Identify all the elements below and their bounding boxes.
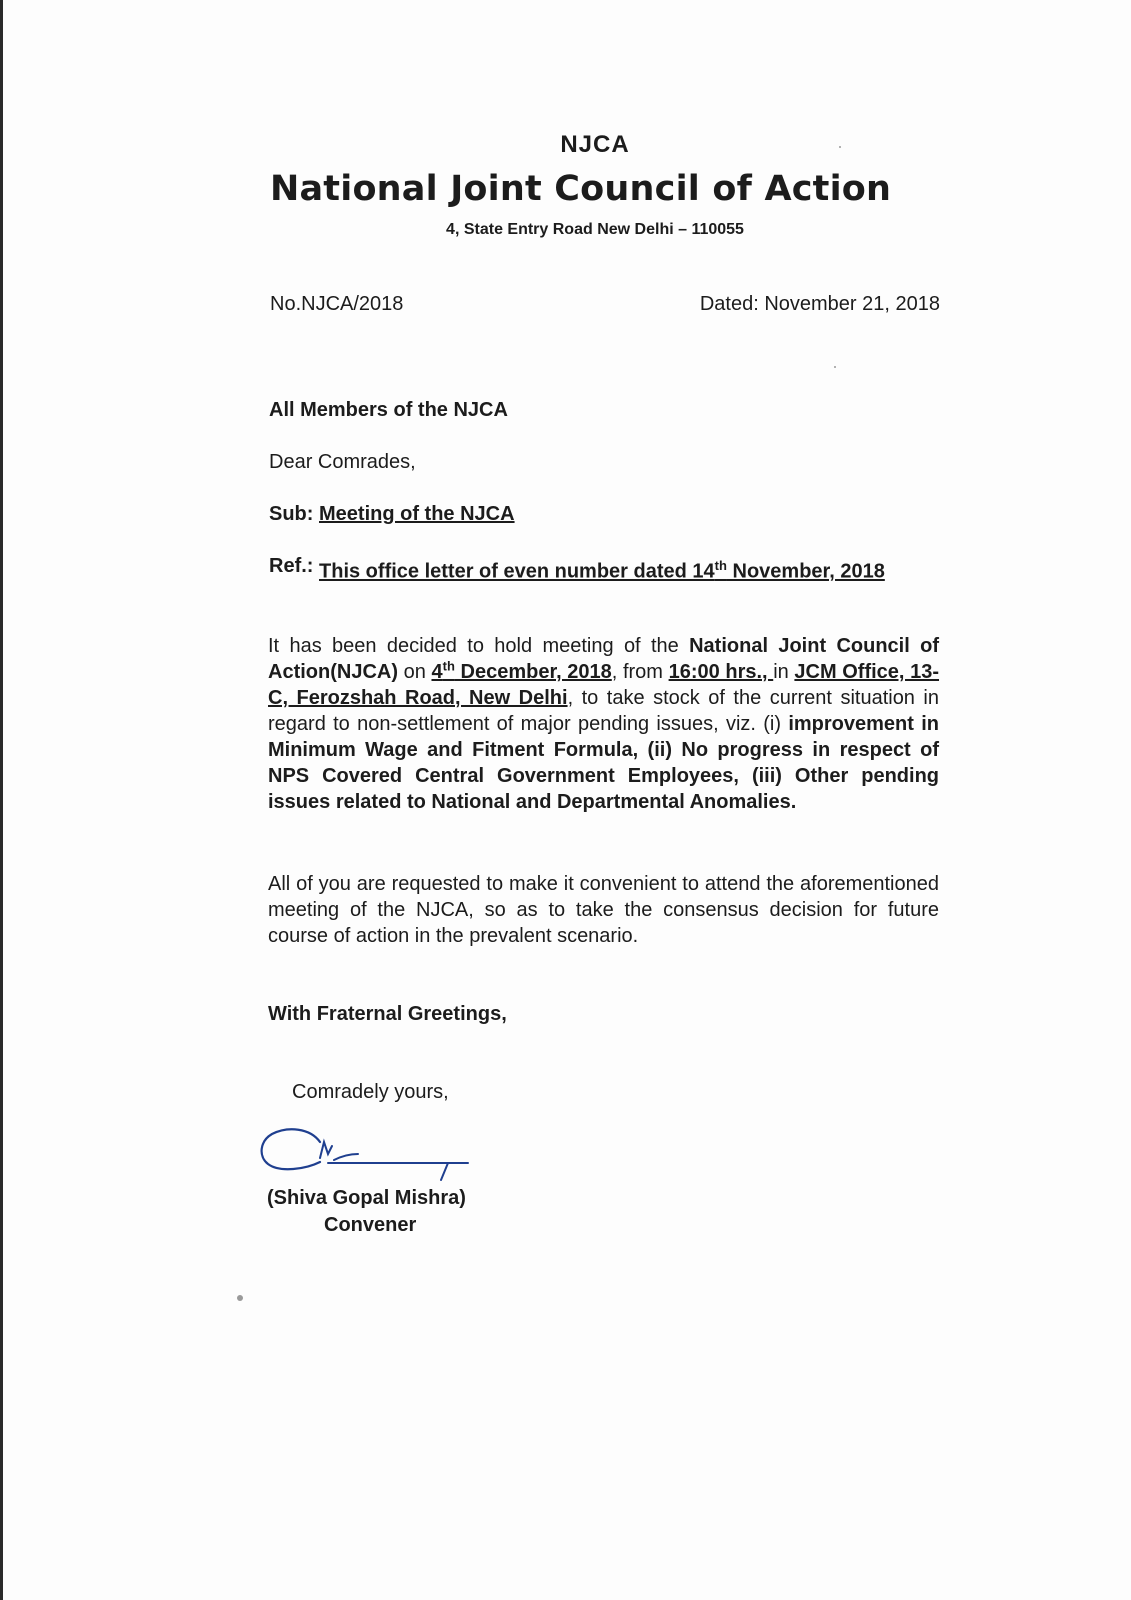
- scan-speck: [834, 366, 836, 368]
- meeting-date-superscript: th: [442, 658, 455, 674]
- signature-underline: [328, 1163, 468, 1180]
- salutation: Dear Comrades,: [269, 451, 416, 473]
- signatory-name: (Shiva Gopal Mishra): [267, 1187, 466, 1209]
- letterhead-address: 4, State Entry Road New Delhi – 110055: [446, 221, 744, 238]
- scan-edge: [0, 0, 3, 1600]
- letter-date: Dated: November 21, 2018: [699, 293, 940, 315]
- letterhead-abbreviation: NJCA: [560, 131, 630, 158]
- scan-speck: [237, 1295, 243, 1301]
- letterhead-organization: National Joint Council of Action: [270, 169, 892, 209]
- signature-image: [258, 1120, 473, 1188]
- reference-line: [269, 552, 919, 586]
- signatory-designation: Convener: [324, 1214, 417, 1236]
- para1-text: It has been decided to hold meeting of the: [268, 635, 690, 657]
- reference-text-before: This office letter of even number dated 14: [319, 560, 715, 583]
- subject-line: [269, 503, 515, 526]
- signature-loop: [262, 1129, 320, 1169]
- meeting-venue: JCM Office, 13-C, Ferozshah Road, New Delhi: [268, 661, 940, 709]
- signature-letters: [320, 1142, 358, 1160]
- reference-label: Ref.:: [269, 555, 314, 577]
- closing: Comradely yours,: [292, 1081, 449, 1103]
- para1-text: on: [398, 661, 432, 683]
- meeting-date-day: 4: [431, 661, 443, 683]
- para1-text: in: [773, 661, 795, 683]
- recipient: All Members of the NJCA: [269, 399, 508, 421]
- subject-label: Sub:: [269, 503, 314, 525]
- meeting-time: 16:00 hrs.,: [668, 661, 774, 683]
- meeting-date-rest: December, 2018: [454, 661, 612, 683]
- body-paragraph-2: All of you are requested to make it convenient to attend the aforementioned meeting of the NJCA, so as to take the consensus decision for future course of action in the prevalent scenario.: [268, 873, 939, 947]
- body-paragraph-1: [268, 633, 939, 815]
- para1-text: , to take stock of the current situation in regard to non-settlement of major pending issues, viz. (i): [268, 687, 939, 735]
- reference-number: No.NJCA/2018: [270, 293, 404, 315]
- reference-superscript: th: [714, 558, 727, 573]
- subject-text: Meeting of the NJCA: [319, 503, 515, 525]
- para1-text: , from: [611, 661, 669, 683]
- greeting: With Fraternal Greetings,: [268, 1003, 507, 1025]
- reference-text-after: November, 2018: [726, 560, 885, 583]
- para1-org-name: National Joint Council of Action(NJCA): [268, 635, 940, 683]
- reference-text: [319, 552, 919, 586]
- pending-issues: improvement in Minimum Wage and Fitment Formula, (ii) No progress in respect of NPS Covered Central Government Employees, (iii) Other pending issues related to National and Departmental Anomalies.: [268, 713, 939, 813]
- meeting-date: [431, 658, 612, 683]
